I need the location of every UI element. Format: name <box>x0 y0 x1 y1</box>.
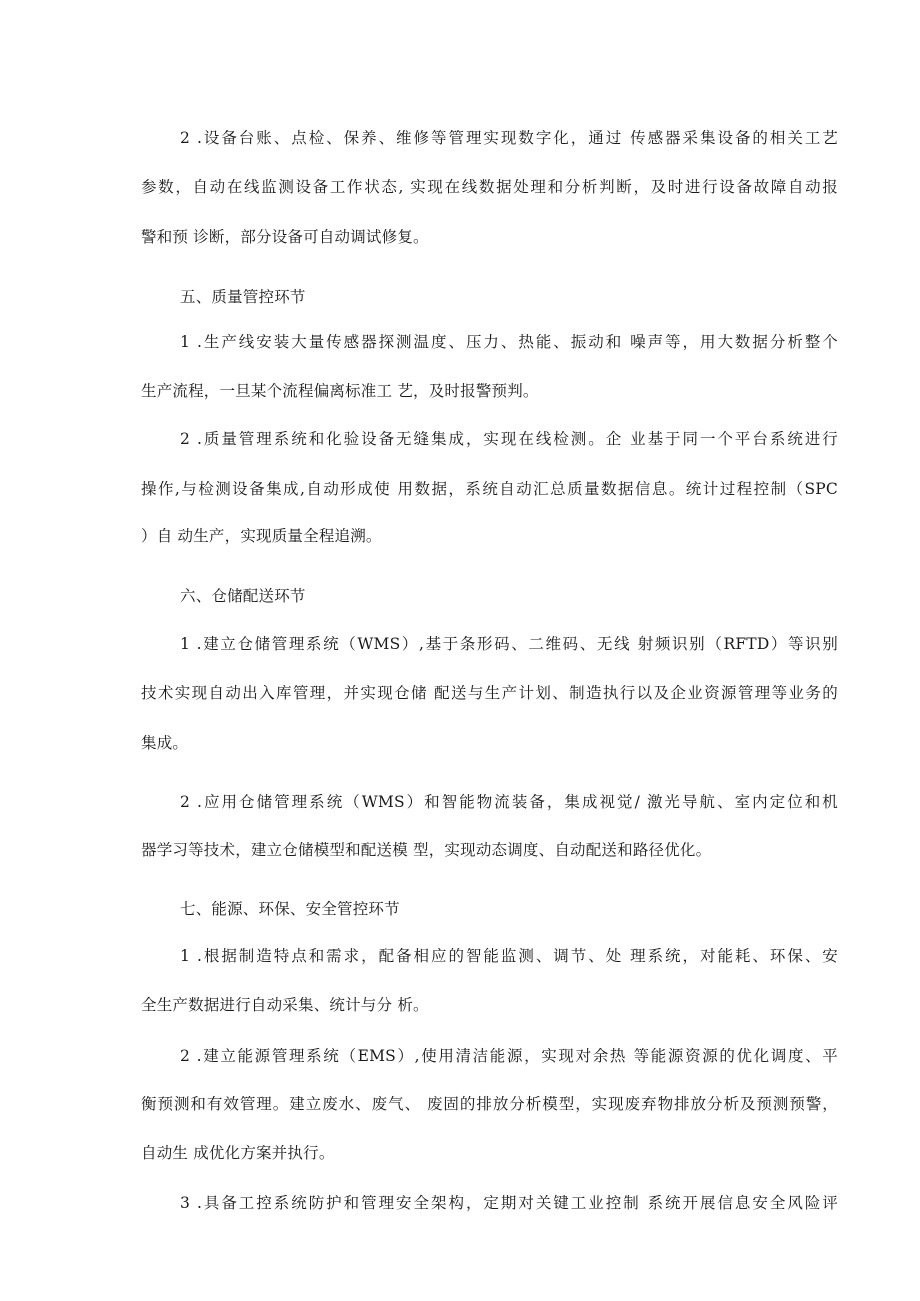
paragraph-line: 2 .质量管理系统和化验设备无缝集成，实现在线检测。企 业基于同一个平台系统进行 <box>180 430 838 448</box>
paragraph-line: 器学习等技术，建立仓储模型和配送模 型，实现动态调度、自动配送和路径优化。 <box>141 841 712 859</box>
paragraph-line: ）自 动生产，实现质量全程追溯。 <box>141 527 382 545</box>
paragraph-line: 2 .应用仓储管理系统（WMS）和智能物流装备，集成视觉/ 激光导航、室内定位和机 <box>180 793 838 811</box>
paragraph-line: 1 .根据制造特点和需求，配备相应的智能监测、调节、处 理系统，对能耗、环保、安 <box>180 947 838 965</box>
section-heading: 五、质量管控环节 <box>180 288 306 306</box>
paragraph-line: 集成。 <box>141 734 189 752</box>
section-heading: 七、能源、环保、安全管控环节 <box>180 900 400 918</box>
paragraph-line: 参数，自动在线监测设备工作状态, 实现在线数据处理和分析判断，及时进行设备故障自动报 <box>141 178 838 196</box>
paragraph-line: 3 .具备工控系统防护和管理安全架构，定期对关键工业控制 系统开展信息安全风险评 <box>180 1194 838 1212</box>
paragraph-line: 自动生 成优化方案并执行。 <box>141 1144 335 1162</box>
paragraph-line: 操作,与检测设备集成,自动形成使 用数据，系统自动汇总质量数据信息。统计过程控制（SPC <box>141 480 838 498</box>
paragraph-line: 2 .建立能源管理系统（EMS）,使用清洁能源，实现对余热 等能源资源的优化调度、平 <box>180 1047 838 1065</box>
section-heading: 六、仓储配送环节 <box>180 587 306 605</box>
paragraph-line: 1 .建立仓储管理系统（WMS）,基于条形码、二维码、无线 射频识别（RFTD）等识别 <box>180 635 838 653</box>
paragraph-line: 技术实现自动出入库管理，并实现仓储 配送与生产计划、制造执行以及企业资源管理等业务的 <box>141 684 838 702</box>
paragraph-line: 全生产数据进行自动采集、统计与分 析。 <box>141 996 429 1014</box>
paragraph-line: 生产流程，一旦某个流程偏离标准工 艺，及时报警预判。 <box>141 382 539 400</box>
paragraph-line: 1 .生产线安装大量传感器探测温度、压力、热能、振动和 噪声等，用大数据分析整个 <box>180 333 838 351</box>
paragraph-line: 警和预 诊断，部分设备可自动调试修复。 <box>141 228 429 246</box>
paragraph-line: 2 .设备台账、点检、保养、维修等管理实现数字化，通过 传感器采集设备的相关工艺 <box>180 129 838 147</box>
paragraph-line: 衡预测和有效管理。建立废水、废气、 废固的排放分析模型，实现废弃物排放分析及预测预警， <box>141 1095 838 1113</box>
